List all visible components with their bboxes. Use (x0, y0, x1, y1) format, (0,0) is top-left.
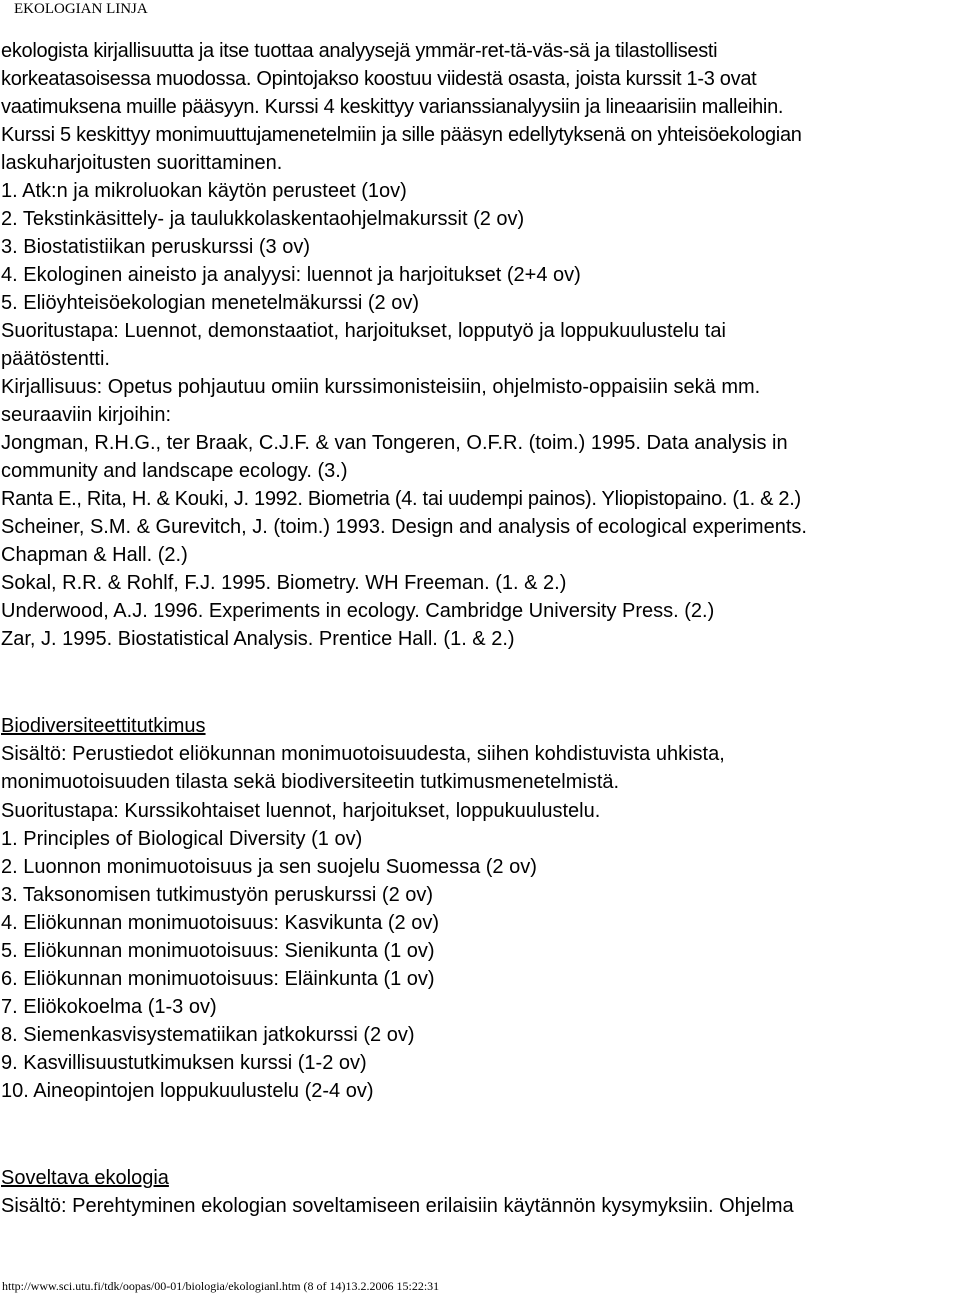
biodiversity-heading: Biodiversiteettitutkimus (1, 715, 206, 737)
page-header: EKOLOGIAN LINJA (14, 1, 148, 17)
biodiversity-course: 2. Luonnon monimuotoisuus ja sen suojelu Suomessa (2 ov) (1, 856, 537, 878)
page-footer-url: http://www.sci.utu.fi/tdk/oopas/00-01/biologia/ekologianl.htm (8 of 14)13.2.2006 15:22:31 (2, 1279, 440, 1293)
applied-heading: Soveltava ekologia (1, 1167, 169, 1189)
sisalto-label: Sisältö: (1, 743, 67, 765)
biodiversity-sisalto-cont: monimuotoisuuden tilasta sekä biodiversiteetin tutkimusmenetelmistä. (1, 771, 620, 793)
suoritustapa-text: Luennot, demonstaatiot, harjoitukset, lopputyö ja loppukuulustelu tai (118, 320, 726, 342)
reference-line: Sokal, R.R. & Rohlf, F.J. 1995. Biometry. WH Freeman. (1. & 2.) (1, 572, 567, 594)
course-list-item: 1. Atk:n ja mikroluokan käytön perusteet (1ov) (1, 180, 407, 202)
kirjallisuus-label: Kirjallisuus: (1, 376, 103, 398)
biodiversity-sisalto (1, 742, 725, 766)
intro-line: ekologista kirjallisuutta ja itse tuottaa analyysejä ymmär-ret-tä-väs-sä ja tilastollisesti (1, 40, 718, 62)
biodiversity-course: 9. Kasvillisuustutkimuksen kurssi (1-2 ov) (1, 1052, 367, 1074)
reference-line: community and landscape ecology. (3.) (1, 460, 348, 482)
course-list-item: 5. Eliöyhteisöekologian menetelmäkurssi (2 ov) (1, 292, 419, 314)
suoritustapa-paragraph (1, 319, 726, 343)
intro-line: laskuharjoitusten suorittaminen. (1, 152, 283, 174)
sisalto-label: Sisältö: (1, 1195, 67, 1217)
biodiversity-course: 6. Eliökunnan monimuotoisuus: Eläinkunta (1 ov) (1, 968, 435, 990)
reference-line: Ranta E., Rita, H. & Kouki, J. 1992. Biometria (4. tai uudempi painos). Yliopistopaino. (1. & 2.) (1, 488, 801, 510)
intro-line: korkeatasoisessa muodossa. Opintojakso koostuu viidestä osasta, joista kurssit 1-3 ovat (1, 68, 757, 90)
biodiversity-course: 3. Taksonomisen tutkimustyön peruskurssi (2 ov) (1, 884, 434, 906)
intro-line: vaatimuksena muille pääsyyn. Kurssi 4 keskittyy varianssianalyysiin ja lineaarisiin malleihin. (1, 96, 784, 118)
suoritustapa-text: Kurssikohtaiset luennot, harjoitukset, loppukuulustelu. (118, 800, 601, 822)
biodiversity-course: 1. Principles of Biological Diversity (1 ov) (1, 828, 363, 850)
reference-line: Chapman & Hall. (2.) (1, 544, 188, 566)
reference-line: Jongman, R.H.G., ter Braak, C.J.F. & van Tongeren, O.F.R. (toim.) 1995. Data analysis in (1, 432, 788, 454)
course-list-item: 4. Ekologinen aineisto ja analyysi: luennot ja harjoitukset (2+4 ov) (1, 264, 581, 286)
kirjallisuus-text: Opetus pohjautuu omiin kurssimonisteisiin, ohjelmisto-oppaisiin sekä mm. (102, 376, 761, 398)
applied-sisalto (1, 1194, 794, 1218)
intro-line: Kurssi 5 keskittyy monimuuttujamenetelmiin ja sille pääsyn edellytyksenä on yhteisöekologian (1, 124, 802, 146)
biodiversity-course: 7. Eliökokoelma (1-3 ov) (1, 996, 217, 1018)
biodiversity-course: 10. Aineopintojen loppukuulustelu (2-4 ov) (1, 1080, 374, 1102)
suoritustapa-label: Suoritustapa: (1, 800, 119, 822)
suoritustapa-label: Suoritustapa: (1, 320, 119, 342)
suoritustapa-text-cont: päätöstentti. (1, 348, 110, 370)
biodiversity-suoritustapa (1, 799, 600, 823)
sisalto-text: Perehtyminen ekologian soveltamiseen erilaisiin käytännön kysymyksiin. Ohjelma (66, 1195, 794, 1217)
kirjallisuus-text-cont: seuraaviin kirjoihin: (1, 404, 172, 426)
biodiversity-course: 4. Eliökunnan monimuotoisuus: Kasvikunta (2 ov) (1, 912, 440, 934)
sisalto-text: Perustiedot eliökunnan monimuotoisuudesta, siihen kohdistuvista uhkista, (66, 743, 725, 765)
biodiversity-course: 8. Siemenkasvisystematiikan jatkokurssi (2 ov) (1, 1024, 415, 1046)
reference-line: Scheiner, S.M. & Gurevitch, J. (toim.) 1993. Design and analysis of ecological experiments. (1, 516, 807, 538)
course-list-item: 2. Tekstinkäsittely- ja taulukkolaskentaohjelmakurssit (2 ov) (1, 208, 525, 230)
biodiversity-course: 5. Eliökunnan monimuotoisuus: Sienikunta (1 ov) (1, 940, 435, 962)
course-list-item: 3. Biostatistiikan peruskurssi (3 ov) (1, 236, 311, 258)
reference-line: Zar, J. 1995. Biostatistical Analysis. Prentice Hall. (1. & 2.) (1, 628, 515, 650)
reference-line: Underwood, A.J. 1996. Experiments in ecology. Cambridge University Press. (2.) (1, 600, 715, 622)
kirjallisuus-paragraph (1, 375, 760, 399)
